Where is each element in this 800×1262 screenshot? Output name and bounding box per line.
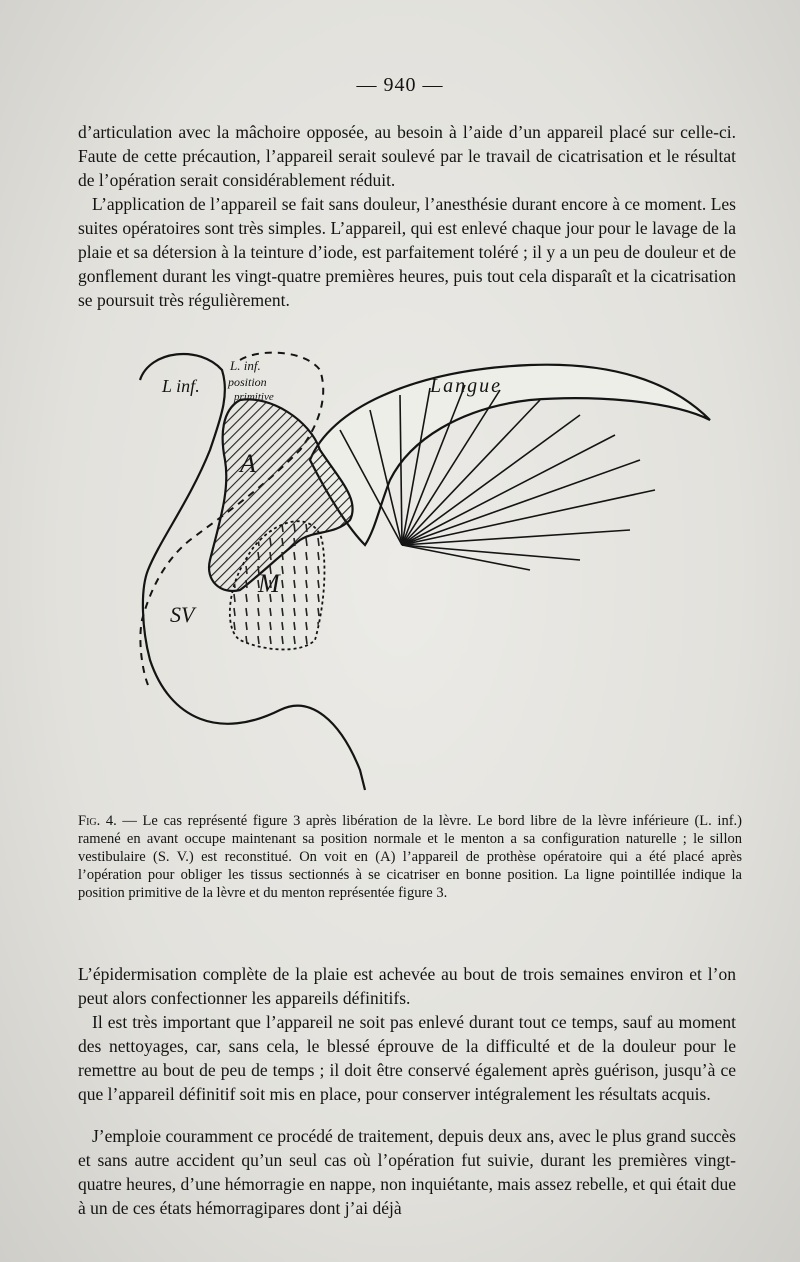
anatomical-figure bbox=[110, 340, 730, 800]
label-primitive-1: L. inf. bbox=[230, 358, 261, 373]
paragraph-4: Il est très important que l’appareil ne soit pas enlevé durant tout ce temps, sauf au moment des nettoyages, car, sans cela, le blessé éprouve de la difficulté et de la douleur pour le remettre au bout de peu de temps ; il doit être conservé également après guérison, jusqu’à ce que l’appareil définitif soit mis en place, pour conserver intégralement les résultats acquis. bbox=[78, 1012, 736, 1104]
paragraph-5: J’emploie couramment ce procédé de traitement, depuis deux ans, avec le plus grand succès et sans autre accident qu’un seul cas où l’opération fut suivie, durant les premières vingt-quatre heures, d’une hémorragie en nappe, non inquiétante, mais assez rebelle, et qui était due à un de ces états hémorragipares dont j’ai déjà bbox=[78, 1126, 736, 1218]
label-chin: M bbox=[258, 569, 280, 598]
label-lip: L inf. bbox=[162, 376, 200, 396]
figure-caption bbox=[78, 812, 742, 902]
label-tongue: Langue bbox=[430, 375, 502, 397]
label-primitive-2: position bbox=[228, 375, 267, 389]
paragraph-2: L’application de l’appareil se fait sans douleur, l’anesthésie durant encore à ce moment. Les suites opératoires sont très simples. L’appareil, qui est enlevé chaque jour pour le lavage de la plaie et sa détersion à la teinture d’iode, est parfaitement toléré ; il y a un peu de douleur et de gonflement durant les vingt-quatre premières heures, puis tout cela disparaît et la cicatrisation se poursuit très régulièrement. bbox=[78, 194, 736, 310]
tongue-outline bbox=[310, 365, 710, 545]
caption-figure-ref: Fig. 4. bbox=[78, 813, 117, 829]
label-primitive-3: primitive bbox=[234, 391, 274, 403]
page-number: — 940 — bbox=[356, 74, 444, 96]
label-appliance: A bbox=[240, 449, 256, 478]
paragraph-3: L’épidermisation complète de la plaie est achevée au bout de trois semaines environ et l’on peut alors confectionner les appareils définitifs. bbox=[78, 964, 736, 1008]
paragraph-1: d’articulation avec la mâchoire opposée, au besoin à l’aide d’un appareil placé sur celle-ci. Faute de cette précaution, l’appareil serait soulevé par le travail de cicatrisation et le résultat de l’opération serait considérablement réduit. bbox=[78, 122, 736, 190]
label-sulcus: SV bbox=[170, 602, 195, 627]
caption-text: — Le cas représenté figure 3 après libération de la lèvre. Le bord libre de la lèvre inférieure (L. inf.) ramené en avant occupe maintenant sa position normale et le menton a sa configuration naturelle ; le sillon vestibulaire (S. V.) est reconstitué. On voit en (A) l’appareil de prothèse opératoire qui a été placé après l’opération pour obliger les tissus sectionnés à se cicatriser en bonne position. La ligne pointillée indique la position primitive de la lèvre et du menton représentée figure 3. bbox=[78, 813, 742, 901]
